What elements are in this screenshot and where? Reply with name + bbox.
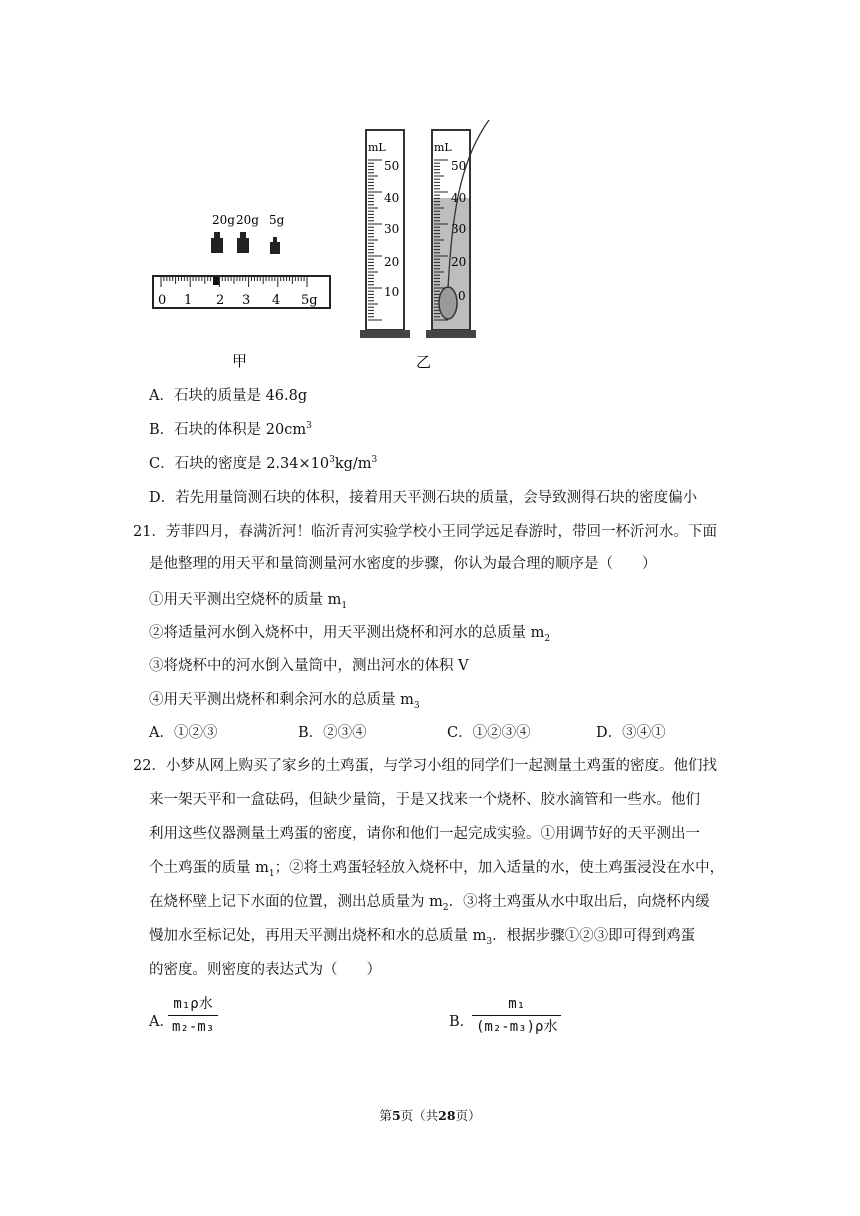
q21-option-b: B．②③④ bbox=[298, 725, 367, 741]
q20-option-a: A．石块的质量是 46.8g bbox=[149, 388, 308, 404]
cyl2-tick-40: 40 bbox=[451, 191, 467, 205]
cylinder-1 bbox=[360, 130, 410, 338]
page-footer: 第5页（共28页） bbox=[379, 1108, 481, 1123]
scale-label-4: 4 bbox=[272, 293, 281, 308]
q21-stem-line1: 21．芳菲四月，春满沂河！临沂青河实验学校小王同学远足春游时，带回一杯沂河水。下面 bbox=[133, 524, 717, 540]
cyl2-tick-20: 20 bbox=[451, 255, 467, 269]
weight-icon-3 bbox=[270, 242, 280, 254]
cyl1-tick-20: 20 bbox=[384, 255, 400, 269]
weight-icon-1 bbox=[211, 238, 223, 253]
weight-label-1: 20g bbox=[212, 213, 235, 227]
q20-option-d: D．若先用量筒测石块的体积，接着用天平测石块的质量，会导致测得石块的密度偏小 bbox=[149, 490, 698, 506]
rider-marker bbox=[213, 277, 219, 285]
q22-line2: 来一架天平和一盒砝码，但缺少量筒，于是又找来一个烧杯、胶水滴管和一些水。他们 bbox=[149, 792, 700, 808]
q22-option-b-label: B． bbox=[449, 1014, 475, 1030]
stone bbox=[439, 287, 457, 319]
q21-step-1: ①用天平测出空烧杯的质量 $m_1$ bbox=[149, 592, 348, 611]
q22-option-b-fraction bbox=[472, 993, 561, 1038]
q22-option-b-numerator: m₁ bbox=[472, 993, 561, 1016]
q21-stem-line2: 是他整理的用天平和量筒测量河水密度的步骤，你认为最合理的顺序是（ ） bbox=[149, 556, 657, 572]
q22-line5: 在烧杯壁上记下水面的位置，测出总质量为 $m_2$．③将土鸡蛋从水中取出后，向烧杯内缓 bbox=[149, 894, 710, 913]
page-total: 28 bbox=[438, 1108, 456, 1123]
cyl2-tick-0: 0 bbox=[458, 289, 466, 303]
q22-line1: 22．小梦从网上购买了家乡的土鸡蛋，与学习小组的同学们一起测量土鸡蛋的密度。他们找 bbox=[133, 758, 717, 774]
cyl2-tick-50: 50 bbox=[451, 159, 467, 173]
q21-option-c: C．①②③④ bbox=[447, 725, 531, 741]
figure-label-yi: 乙 bbox=[416, 353, 432, 371]
rider-scale bbox=[153, 276, 330, 308]
q22-option-b-denominator: (m₂-m₃)ρ水 bbox=[476, 1019, 558, 1035]
cyl1-tick-30: 30 bbox=[384, 222, 400, 236]
weights-group bbox=[211, 213, 285, 254]
q21-step-4: ④用天平测出烧杯和剩余河水的总质量 $m_3$ bbox=[149, 692, 420, 711]
q22-option-a-numerator: m₁ρ水 bbox=[168, 993, 218, 1016]
cylinder-1-unit: mL bbox=[368, 141, 386, 154]
scale-label-3: 3 bbox=[242, 293, 251, 308]
q22-option-a-label: A． bbox=[149, 1014, 174, 1030]
scale-label-0: 0 bbox=[158, 293, 167, 308]
cyl1-tick-40: 40 bbox=[384, 191, 400, 205]
q22-line3: 利用这些仪器测量土鸡蛋的密度，请你和他们一起完成实验。①用调节好的天平测出一 bbox=[149, 826, 700, 842]
q21-option-d: D．③④① bbox=[596, 725, 666, 741]
weight-icon-2 bbox=[237, 238, 249, 253]
cylinder-2-unit: mL bbox=[434, 141, 452, 154]
weight-label-3: 5g bbox=[269, 213, 285, 227]
q20-option-b: B．石块的体积是 $20cm^3$ bbox=[149, 421, 312, 438]
cyl2-tick-30: 30 bbox=[451, 222, 467, 236]
q22-option-a-fraction bbox=[168, 993, 218, 1038]
q21-step-3: ③将烧杯中的河水倒入量筒中，测出河水的体积 V bbox=[149, 658, 469, 674]
weight-label-2: 20g bbox=[236, 213, 259, 227]
q21-step-2: ②将适量河水倒入烧杯中，用天平测出烧杯和河水的总质量 $m_2$ bbox=[149, 625, 551, 644]
q20-option-c: C．石块的密度是 $2.34\times 10^3kg/m^3$ bbox=[149, 455, 378, 472]
scale-label-5: 5g bbox=[301, 293, 318, 308]
scale-label-1: 1 bbox=[184, 293, 193, 308]
q22-line4: 个土鸡蛋的质量 $m_1$；②将土鸡蛋轻轻放入烧杯中，加入适量的水，使土鸡蛋浸没在水中， bbox=[149, 860, 725, 879]
cyl1-tick-50: 50 bbox=[384, 159, 400, 173]
scale-label-2: 2 bbox=[216, 293, 225, 308]
q22-line6: 慢加水至标记处，再用天平测出烧杯和水的总质量 $m_3$．根据步骤①②③即可得到鸡蛋 bbox=[149, 928, 696, 947]
q22-line7: 的密度。则密度的表达式为（ ） bbox=[149, 962, 381, 978]
figure-balance-and-cylinders bbox=[140, 120, 540, 380]
cyl1-tick-10: 10 bbox=[384, 285, 400, 299]
q21-option-a: A．①②③ bbox=[149, 725, 218, 741]
cylinder-2 bbox=[426, 120, 492, 338]
q22-option-a-denominator: m₂-m₃ bbox=[172, 1019, 215, 1035]
page-number: 5 bbox=[391, 1108, 401, 1123]
figure-label-jia: 甲 bbox=[232, 352, 248, 370]
